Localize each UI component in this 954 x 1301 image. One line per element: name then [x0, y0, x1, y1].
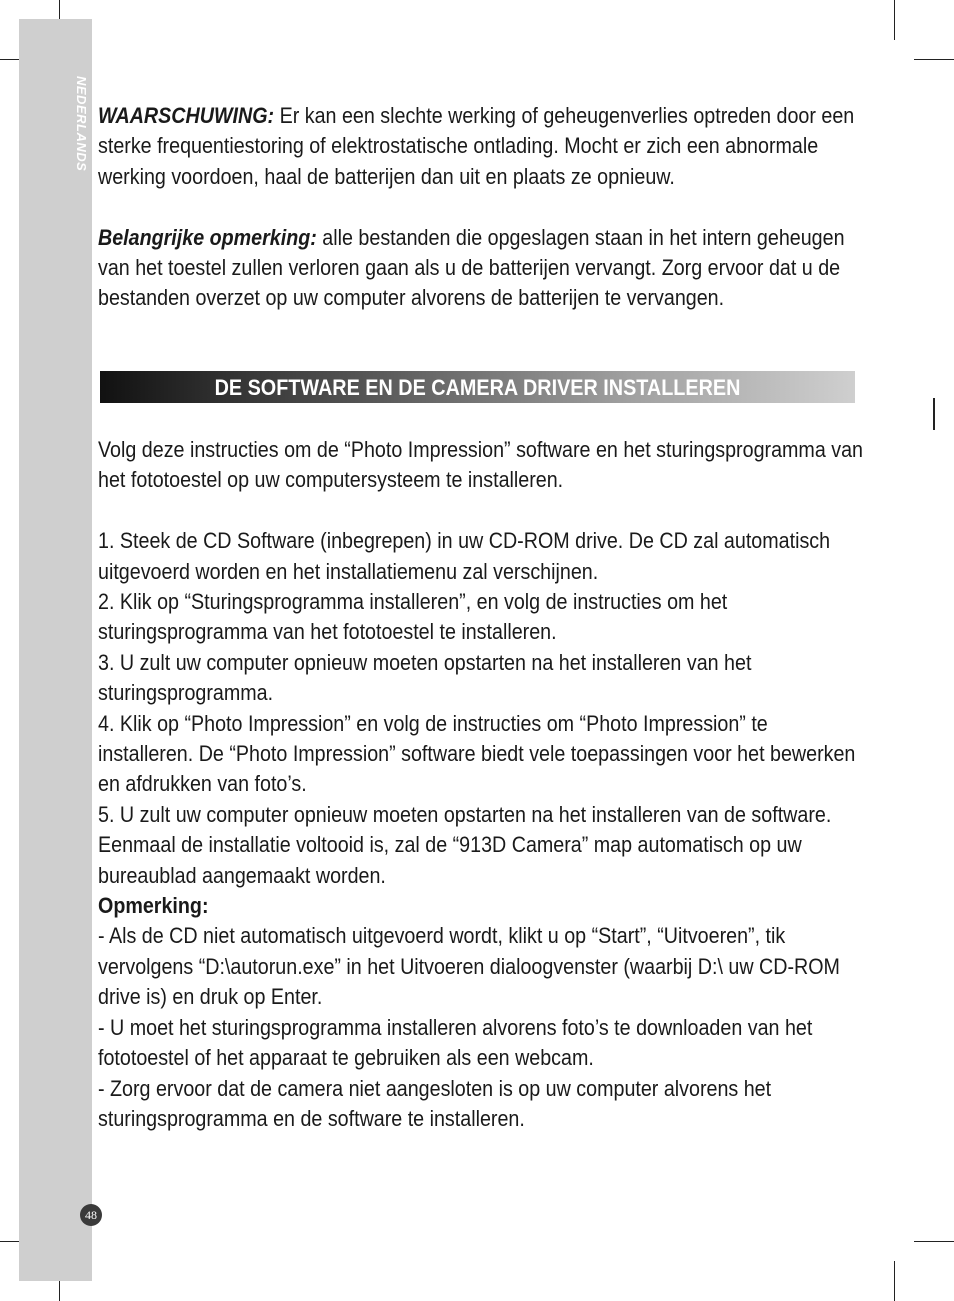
step-item: 3. U zult uw computer opnieuw moeten opstarten na het installeren van het sturingsprogramma.	[98, 649, 752, 706]
warning-text: Er kan een slechte werking of geheugenverlies optreden door een sterke frequentiestoring of elektrostatische ontlading. Mocht er zich een abnormale werking voordoen, haal de batterijen dan uit en plaats ze opnieuw.	[98, 103, 855, 189]
remark-label: Opmerking:	[98, 893, 209, 919]
section-header	[100, 371, 855, 403]
warning-paragraph	[98, 101, 868, 192]
warning-label: WAARSCHUWING:	[98, 103, 275, 128]
step-item: 5. U zult uw computer opnieuw moeten opstarten na het installeren van de software. Eenmaal de installatie voltooid is, zal de “913D Camera” map automatisch op uw bureaublad aangemaakt worden.	[98, 801, 832, 888]
remark-item: - Als de CD niet automatisch uitgevoerd wordt, klikt u op “Start”, “Uitvoeren”, tik vervolgens “D:\autorun.exe” in het Uitvoeren dialoogvenster (waarbij D:\ uw CD-ROM drive is) en druk op Enter.	[98, 923, 840, 1010]
step-item: 1. Steek de CD Software (inbegrepen) in uw CD-ROM drive. De CD zal automatisch uitgevoerd worden en het installatiemenu zal verschijnen.	[98, 528, 831, 584]
instructions-block	[98, 435, 868, 1134]
language-label: NEDERLANDS	[74, 76, 89, 172]
registration-mark	[933, 398, 935, 430]
language-sidebar	[19, 19, 92, 1281]
important-note-paragraph	[98, 223, 868, 314]
important-note-label: Belangrijke opmerking:	[98, 224, 317, 250]
remark-item: - U moet het sturingsprogramma installeren alvorens foto’s te downloaden van het fototoestel of het apparaat te gebruiken als een webcam.	[98, 1014, 813, 1071]
crop-mark	[914, 1241, 954, 1242]
important-note-text: alle bestanden die opgeslagen staan in het intern geheugen van het toestel zullen verloren gaan als u de batterijen vervangt. Zorg ervoor dat u de bestanden overzet op uw computer alvorens de batterijen te vervangen.	[98, 224, 845, 311]
step-item: 4. Klik op “Photo Impression” en volg de instructies om “Photo Impression” te installeren. De “Photo Impression” software biedt vele toepassingen voor het bewerken en afdrukken van foto’s.	[98, 710, 856, 797]
step-item: 2. Klik op “Sturingsprogramma installeren”, en volg de instructies om het sturingsprogramma van het fototoestel te installeren.	[98, 589, 728, 645]
remark-item: - Zorg ervoor dat de camera niet aangesloten is op uw computer alvorens het sturingsprogramma en de software te installeren.	[98, 1075, 772, 1131]
intro-paragraph: Volg deze instructies om de “Photo Impression” software en het sturingsprogramma van het fototoestel op uw computersysteem te installeren.	[98, 437, 864, 493]
crop-mark	[894, 1261, 895, 1301]
crop-mark	[914, 59, 954, 60]
crop-mark	[894, 0, 895, 40]
section-title: DE SOFTWARE EN DE CAMERA DRIVER INSTALLEREN	[214, 375, 741, 400]
page-number: 48	[80, 1204, 102, 1226]
intro-block	[98, 101, 868, 314]
